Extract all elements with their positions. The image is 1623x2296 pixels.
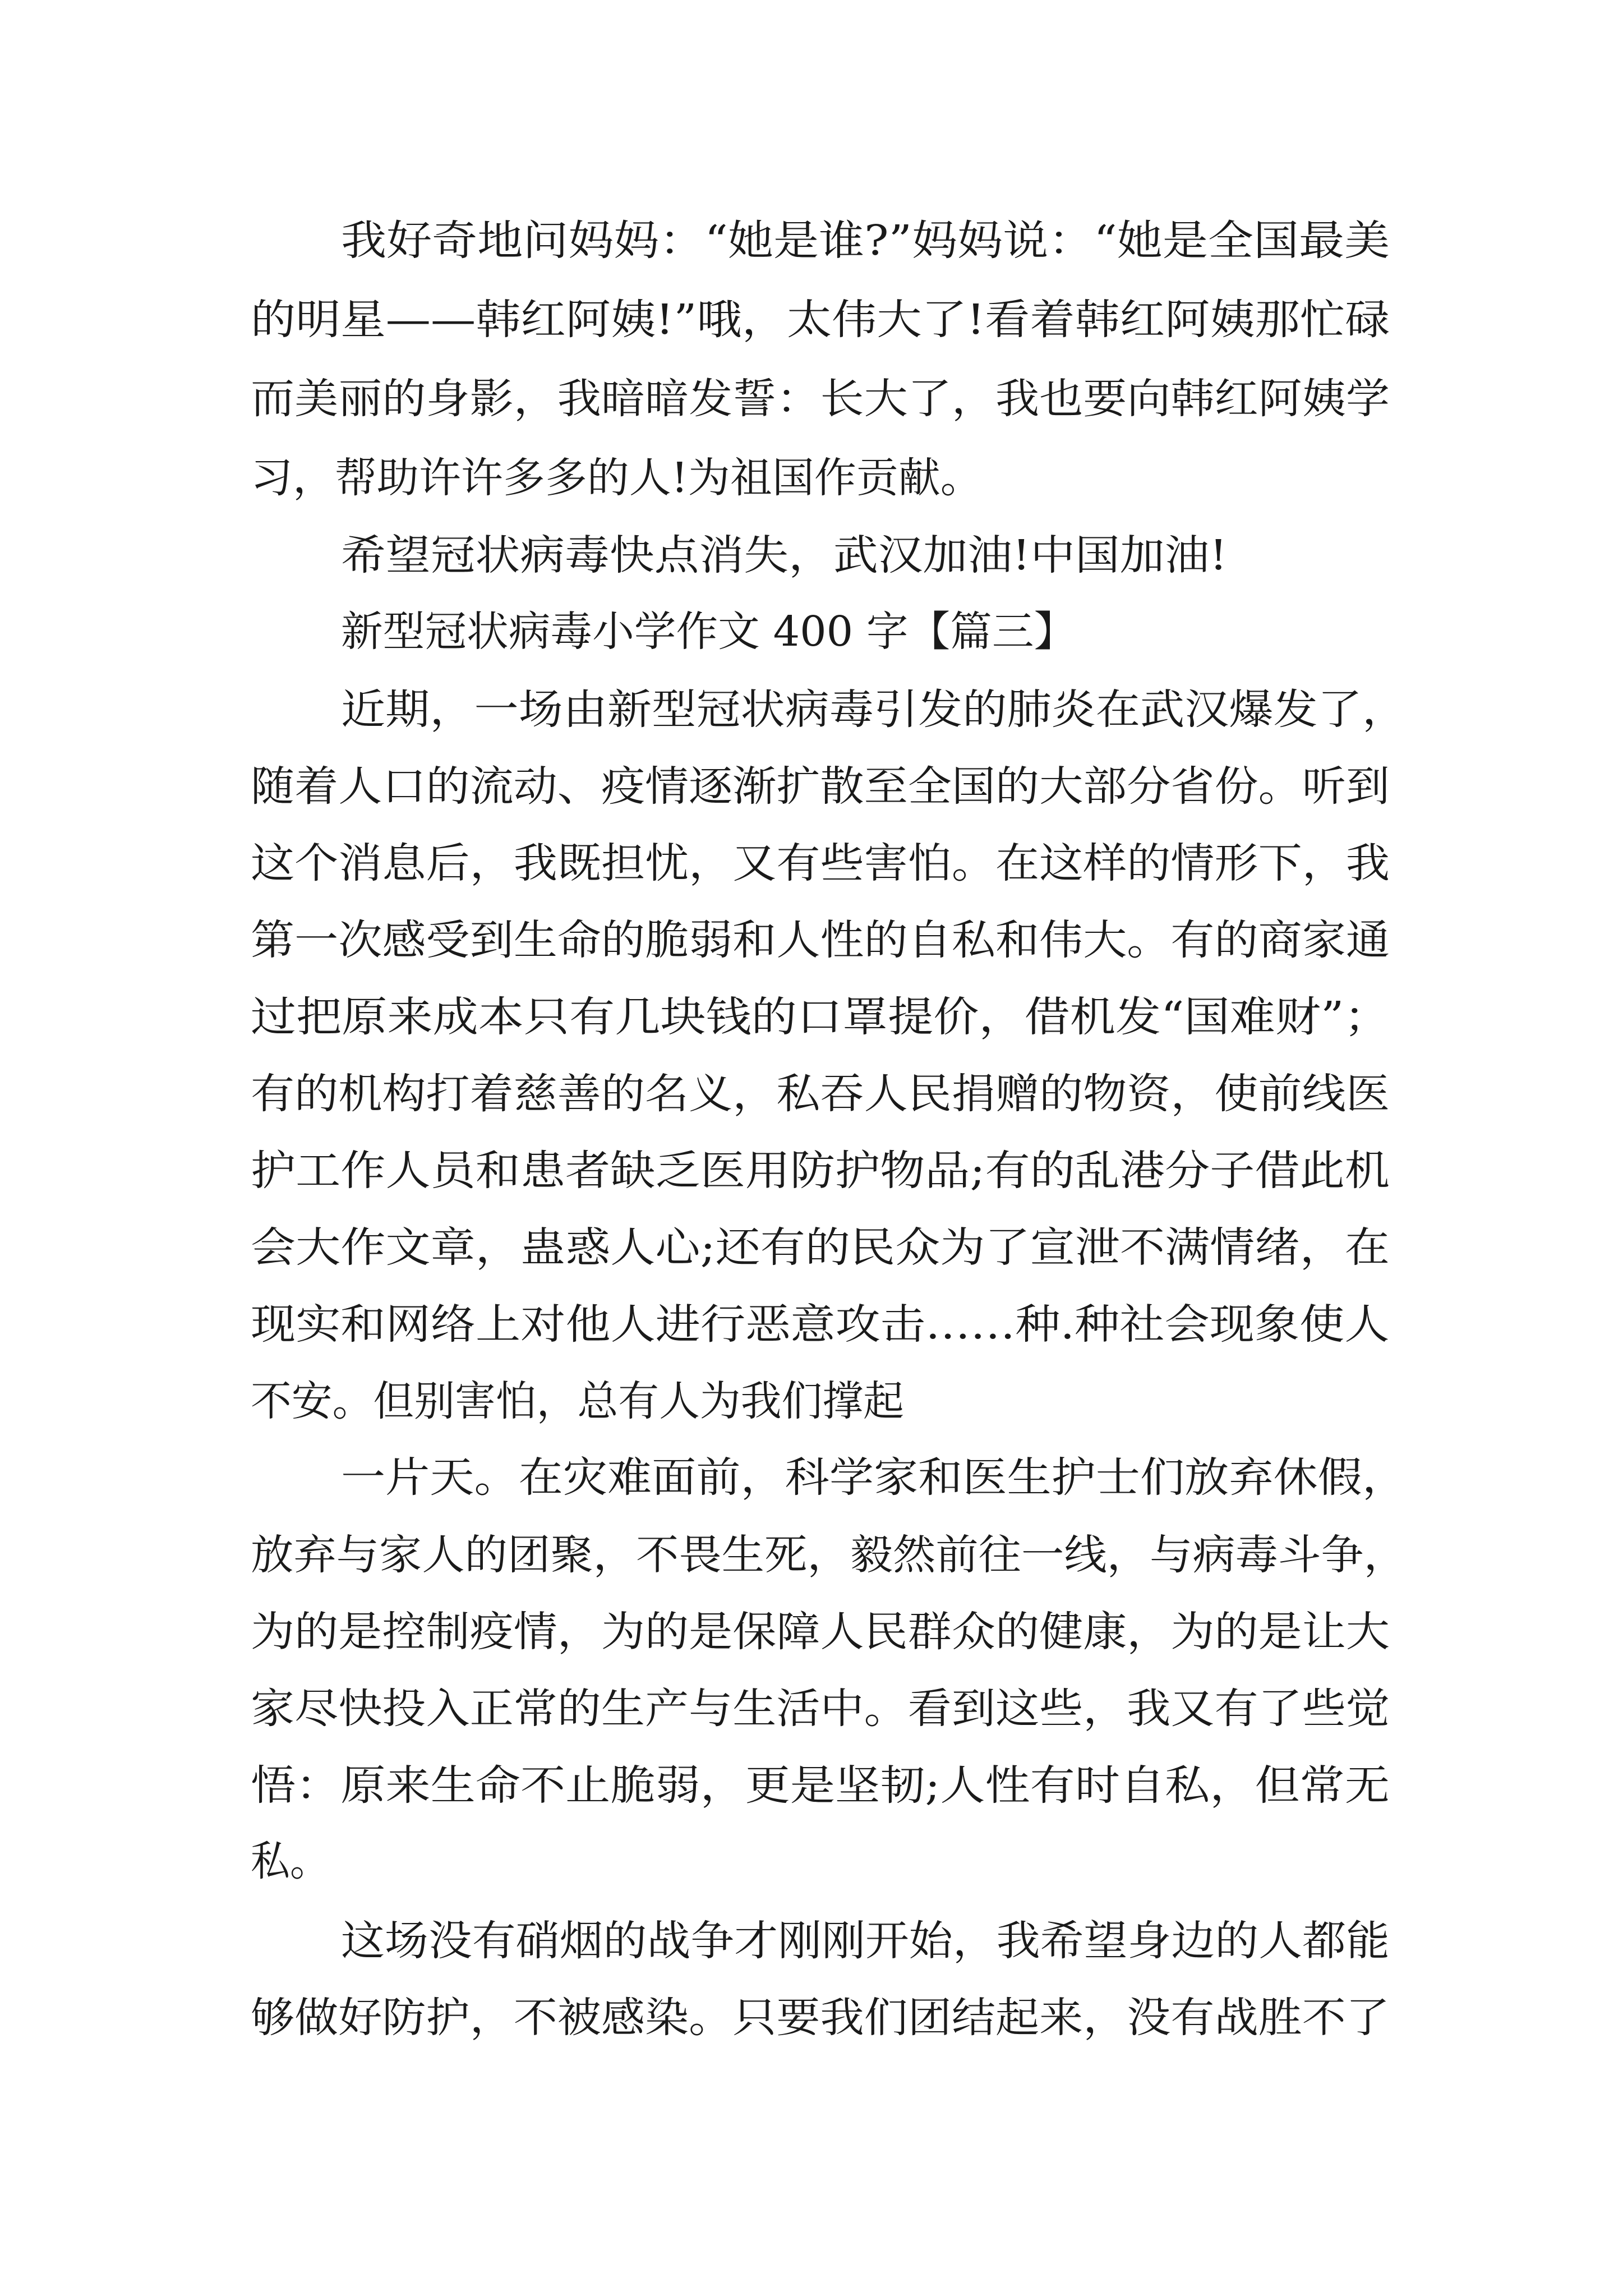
- text-line: 的明星——韩红阿姨!”哦，太伟大了!看着韩红阿姨那忙碌: [251, 296, 1390, 344]
- text-line: 过把原来成本只有几块钱的口罩提价，借机发“国难财”；: [251, 993, 1390, 1041]
- text-line: 而美丽的身影，我暗暗发誓：长大了，我也要向韩红阿姨学: [251, 375, 1390, 423]
- text-line: 不安。但别害怕，总有人为我们撑起: [251, 1377, 904, 1425]
- text-line: 有的机构打着慈善的名义，私吞人民捐赠的物资，使前线医: [251, 1070, 1390, 1118]
- text-line: 现实和网络上对他人进行恶意攻击……种.种社会现象使人: [251, 1300, 1390, 1349]
- text-line: 家尽快投入正常的生产与生活中。看到这些，我又有了些觉: [251, 1685, 1390, 1733]
- text-line: 够做好防护，不被感染。只要我们团结起来，没有战胜不了: [251, 1994, 1390, 2042]
- text-line: 这个消息后，我既担忧，又有些害怕。在这样的情形下，我: [251, 839, 1390, 887]
- text-line: 第一次感受到生命的脆弱和人性的自私和伟大。有的商家通: [251, 916, 1390, 964]
- text-line: 习，帮助许许多多的人!为祖国作贡献。: [251, 454, 983, 502]
- text-line: 放弃与家人的团聚，不畏生死，毅然前往一线，与病毒斗争，: [251, 1531, 1407, 1579]
- document-heading: 新型冠状病毒小学作文 400 字【篇三】: [341, 608, 1076, 656]
- text-line: 希望冠状病毒快点消失，武汉加油!中国加油!: [341, 531, 1228, 579]
- text-line: 为的是控制疫情，为的是保障人民群众的健康，为的是让大: [251, 1608, 1390, 1656]
- text-line: 随着人口的流动、疫情逐渐扩散至全国的大部分省份。听到: [251, 762, 1390, 811]
- text-line: 近期，一场由新型冠状病毒引发的肺炎在武汉爆发了，: [341, 685, 1407, 734]
- text-line: 私。: [251, 1837, 329, 1885]
- text-line: 一片天。在灾难面前，科学家和医生护士们放弃休假，: [341, 1453, 1407, 1502]
- text-line: 悟：原来生命不止脆弱，更是坚韧;人性有时自私，但常无: [251, 1761, 1390, 1810]
- text-line: 这场没有硝烟的战争才刚刚开始，我希望身边的人都能: [341, 1917, 1390, 1965]
- text-line: 护工作人员和患者缺乏医用防护物品;有的乱港分子借此机: [251, 1147, 1390, 1195]
- text-line: 会大作文章，蛊惑人心;还有的民众为了宣泄不满情绪，在: [251, 1223, 1390, 1272]
- text-line: 我好奇地问妈妈：“她是谁?”妈妈说：“她是全国最美: [341, 217, 1390, 265]
